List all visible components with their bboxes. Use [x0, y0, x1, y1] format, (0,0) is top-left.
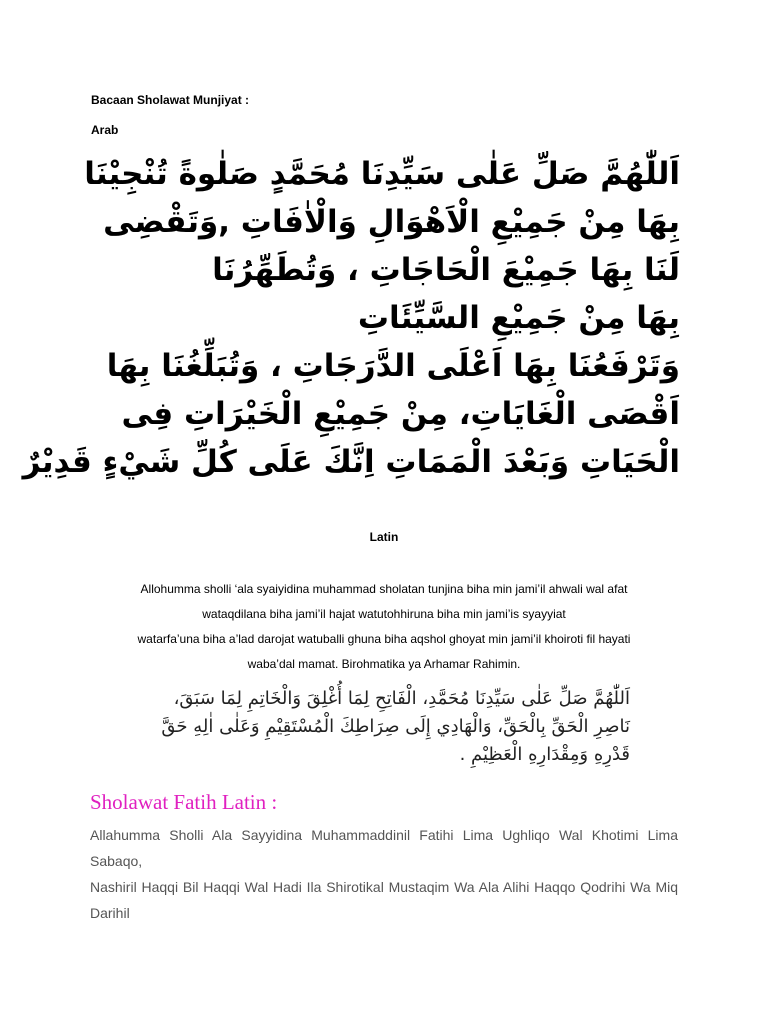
latin-line: Allohumma sholli ‘ala syaiyidina muhammad sholatan tunjina biha min jami’il ahwali wal afat: [140, 582, 628, 596]
arabic-line: لَنَا بِهَا جَمِيْعَ الْحَاجَاتِ ، وَتُطَهِّرُنَا: [212, 252, 680, 288]
fatih-latin-heading: Sholawat Fatih Latin :: [90, 790, 278, 814]
fatih-arabic-line: نَاصِرِ الْحَقِّ بِالْحَقِّ، وَالْهَادِي إِلَى صِرَاطِكَ الْمُسْتَقِيْمِ وَعَلٰى اٰلِهِ حَقَّ: [161, 716, 630, 737]
fatih-arabic-line: قَدْرِهِ وَمِقْدَارِهِ الْعَظِيْمِ .: [459, 744, 630, 765]
arab-section-label: Arab: [91, 123, 119, 137]
latin-section-label: Latin: [369, 530, 399, 544]
page-title: Bacaan Sholawat Munjiyat :: [91, 93, 250, 107]
fatih-arabic-text: [150, 685, 630, 769]
arabic-line: بِهَا مِنْ جَمِيْعِ الْاَهْوَالِ وَالْاٰفَاتِ ,وَتَقْضِى: [103, 204, 680, 240]
latin-line: wataqdilana biha jami’il hajat watutohhiruna biha min jami’is syayyiat: [202, 607, 566, 621]
latin-line: waba’dal mamat. Birohmatika ya Arhamar Rahimin.: [247, 657, 521, 671]
arabic-line: وَتَرْفَعُنَا بِهَا اَعْلَى الدَّرَجَاتِ ، وَتُبَلِّغُنَا بِهَا: [106, 348, 680, 384]
fatih-latin-text: [90, 822, 678, 926]
arabic-line: الْحَيَاتِ وَبَعْدَ الْمَمَاتِ اِنَّكَ عَلَى كُلِّ شَيْءٍ قَدِيْرٌ: [22, 444, 680, 480]
fatih-latin-paragraph: Nashiril Haqqi Bil Haqqi Wal Hadi Ila Shirotikal Mustaqim Wa Ala Alihi Haqqo Qodrihi Wa Miq Darihil: [90, 879, 678, 921]
munjiyat-arabic-text: [22, 150, 680, 486]
arabic-line: بِهَا مِنْ جَمِيْعِ السَّيِّئَاتِ: [357, 300, 680, 336]
arabic-line: اَقْصَى الْغَايَاتِ، مِنْ جَمِيْعِ الْخَيْرَاتِ فِى: [121, 396, 680, 432]
munjiyat-latin-text: [100, 577, 668, 677]
arabic-line: اَللّٰهُمَّ صَلِّ عَلٰى سَيِّدِنَا مُحَمَّدٍ صَلٰوةً تُنْجِيْنَا: [84, 156, 680, 192]
latin-line: watarfa’una biha a’lad darojat watuballi ghuna biha aqshol ghoyat min jami’il khoiroti fil hayati: [137, 632, 631, 646]
fatih-latin-paragraph: Allahumma Sholli Ala Sayyidina Muhammaddinil Fatihi Lima Ughliqo Wal Khotimi Lima Sabaqo,: [90, 827, 678, 869]
fatih-arabic-line: اَللّٰهُمَّ صَلِّ عَلٰى سَيِّدِنَا مُحَمَّدِ، الْفَاتِحِ لِمَا أُغْلِقَ وَالْخَاتِمِ لِمَا سَبَقَ،: [173, 688, 630, 709]
